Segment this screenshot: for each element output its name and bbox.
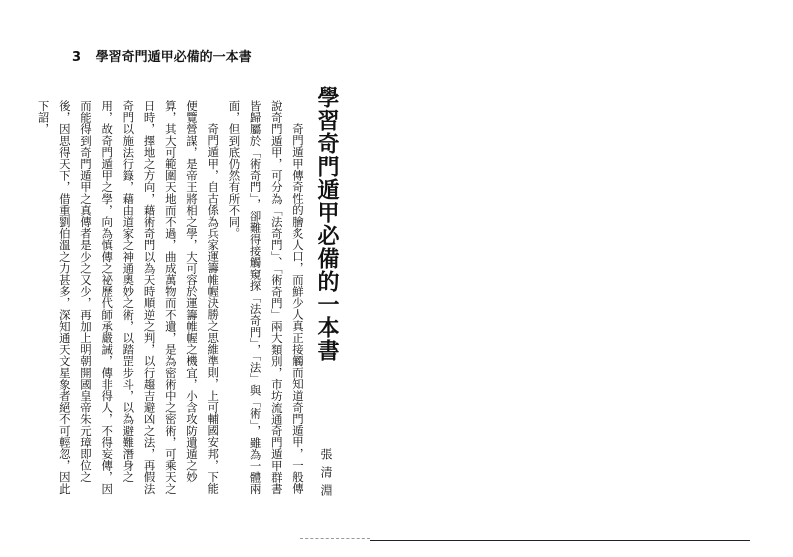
paragraph: 奇門遁甲傳奇性的膾炙人口，而鮮少人真正接觸而知道奇門遁甲，一般傳說奇門遁甲，可分為「法奇門」、「術奇門」兩大類別，市坊流通奇門遁甲群書皆歸屬於「術奇門」，卻難得接觸窺探「法奇門」，「法」與「術」，雖為一體兩面，但到底仍然有所不同。: [227, 100, 305, 495]
body-text: [32, 100, 308, 500]
running-title: 學習奇門遁甲必備的一本書: [95, 50, 252, 65]
paragraph: 奇門遁甲，自古係為兵家運籌帷幄決勝之思維準則，上可輔國安邦，下能便覽營謀，是帝王將相之學，大可容於運籌帷幄之機宜，小含攻防遺遁之妙算，其大可範圍天地而不過，曲成萬物而不遺，是為密術中之密術，可乘天之日時，擇地之方向，藉術奇門以為天時順逆之判，以行趨吉避凶之法，再假法奇門以施法行籙，藉由道家之神通奧妙之術，以踏罡步斗，以為避難潛身之用，故奇門遁甲之學，向為慎傳之祕歷代師承嚴誡，傳非得人，不得妄傳，因而能得到奇門遁甲之真傳者是少之又少，再加上明朝開國皇帝朱元璋即位之後，因思得天下，借重劉伯溫之力甚多，深知通天文星象者絕不可輕忽，因此下詔，: [36, 100, 221, 495]
page-number: 3: [72, 50, 82, 65]
chapter-title: 學習奇門遁甲必備的一本書: [314, 86, 339, 362]
page-header: [72, 46, 252, 65]
scan-artifact: [300, 538, 370, 539]
bottom-rule: [370, 540, 750, 541]
author-name: 張清淵: [319, 448, 333, 502]
